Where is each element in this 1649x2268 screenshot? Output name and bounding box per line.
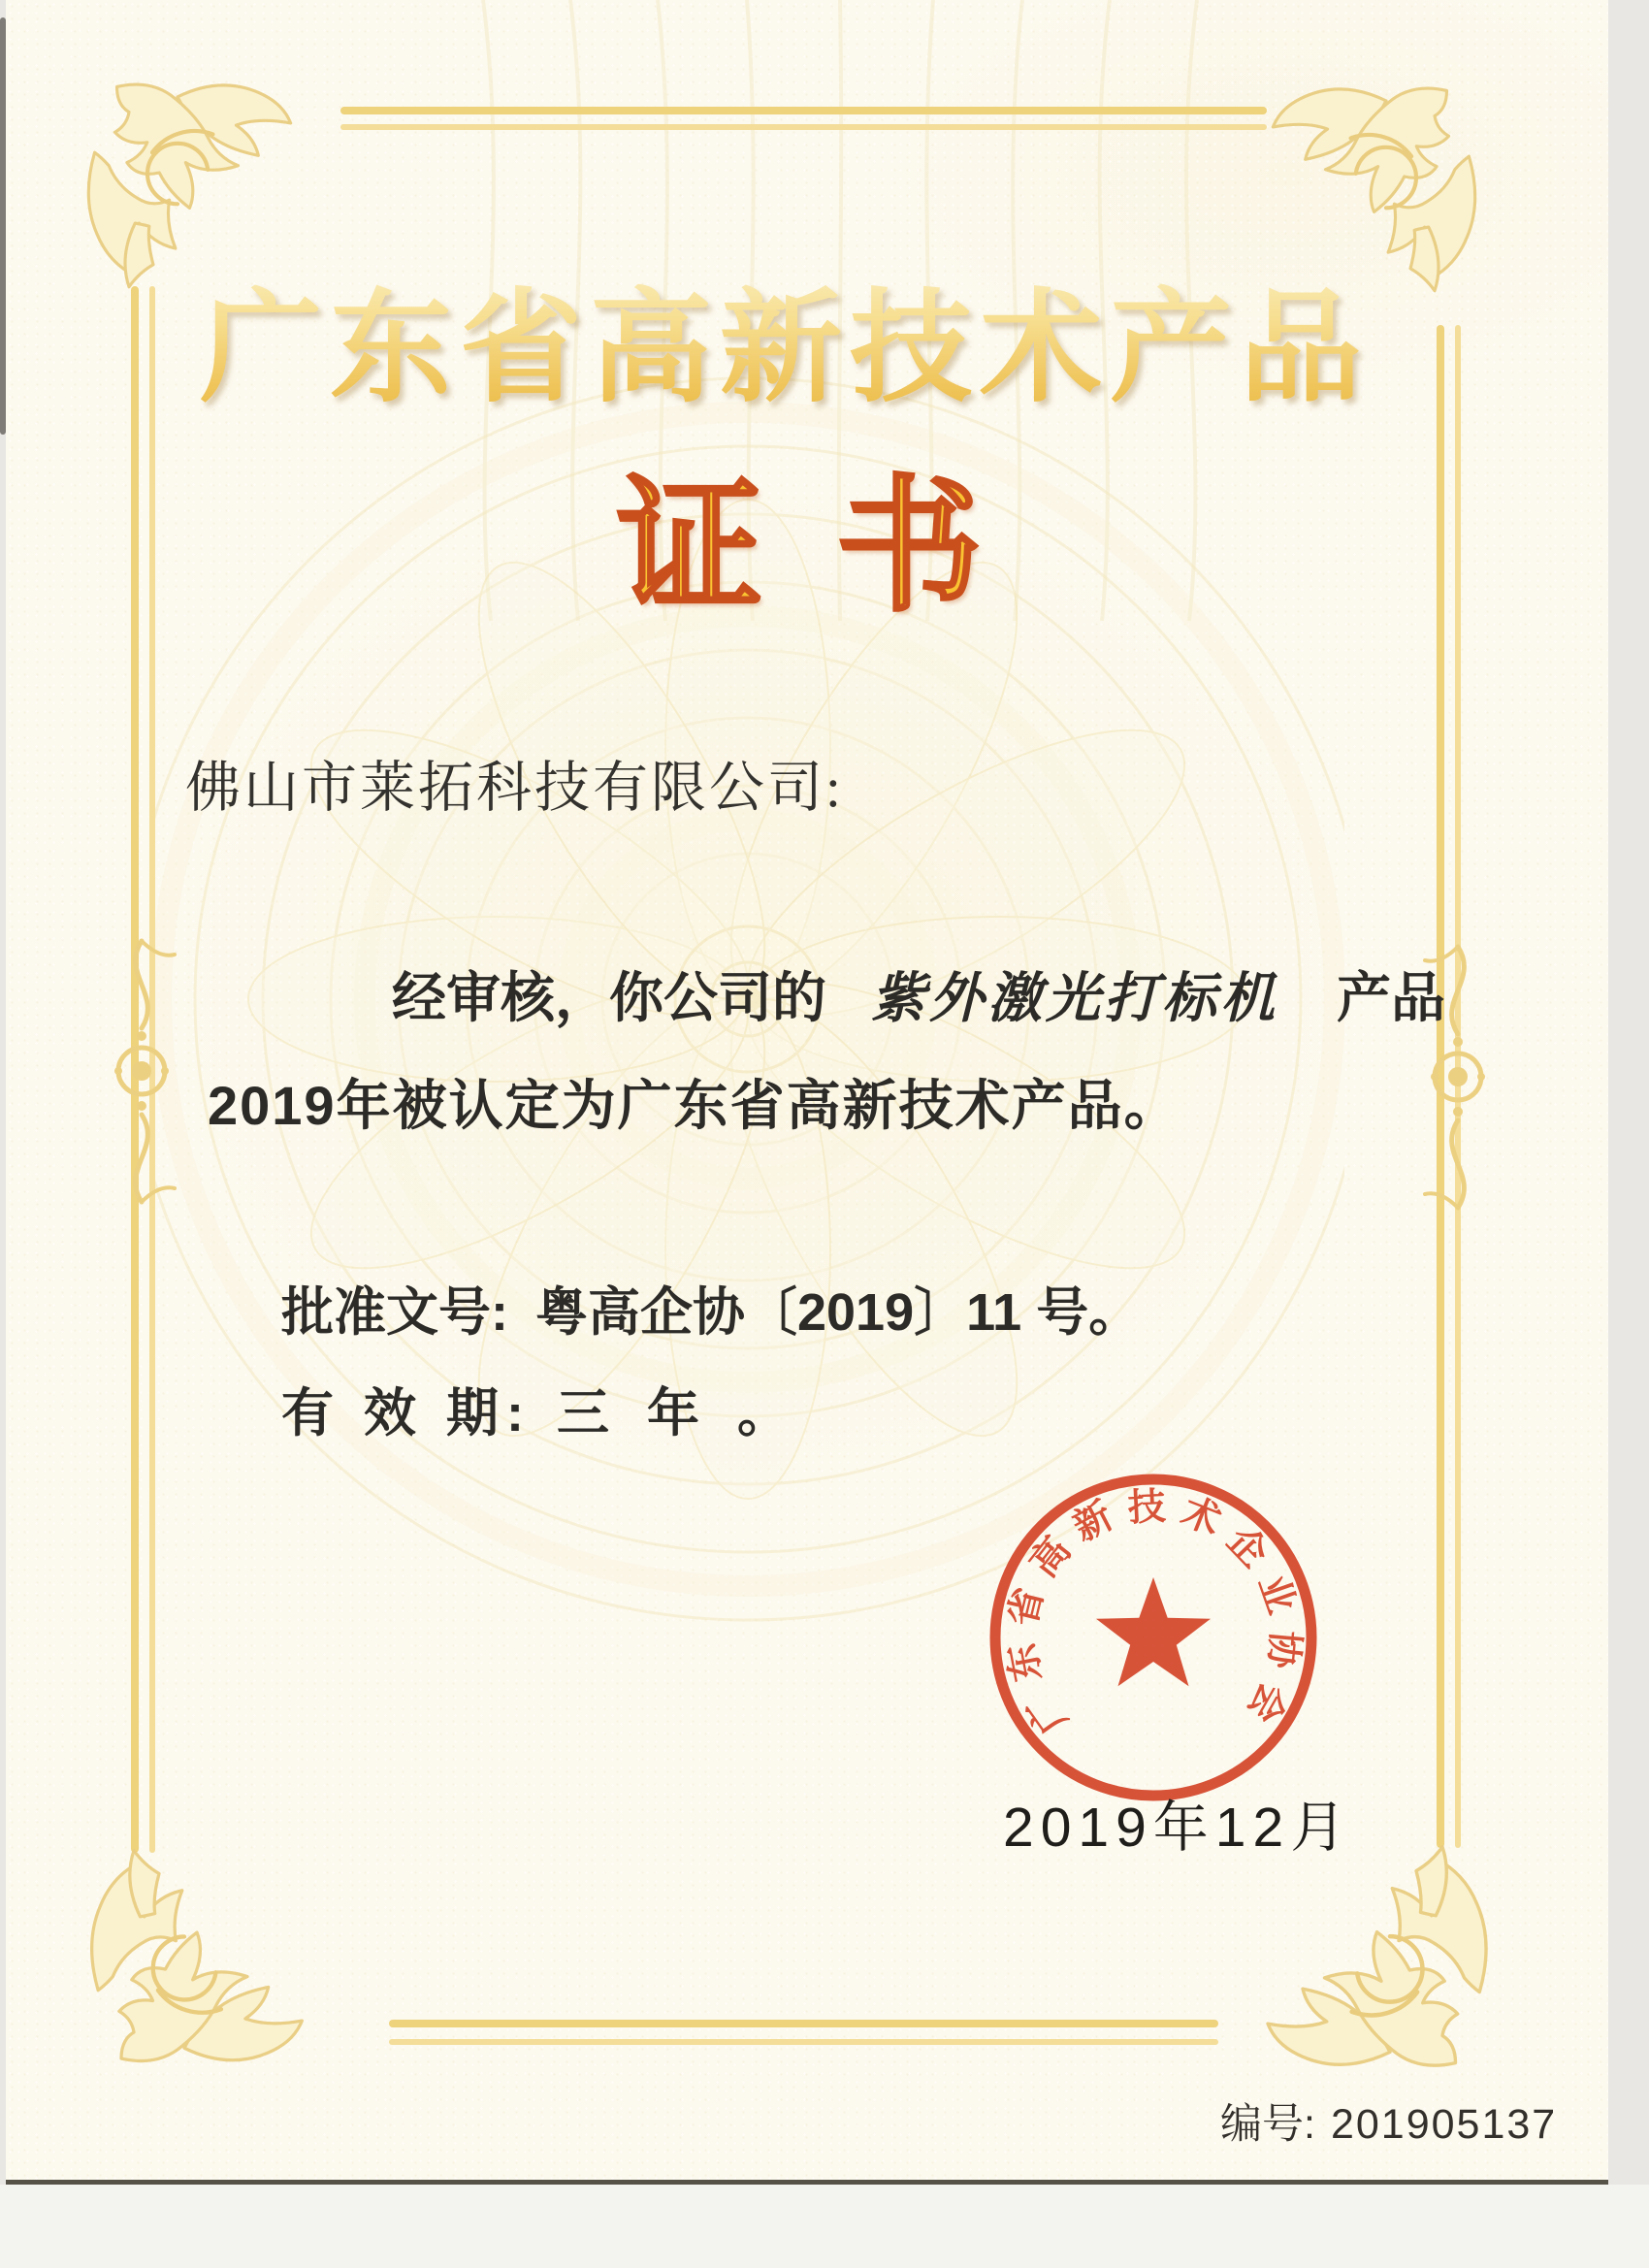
- body-line-1-prefix: 经审核，你公司的: [392, 967, 826, 1028]
- seal-text: 广东省高新技术企业协会: [1001, 1485, 1307, 1741]
- validity-line: [281, 1372, 801, 1446]
- certificate-main-title: 广东省高新技术产品: [6, 250, 1564, 426]
- validity-value: 三 年 。: [557, 1384, 802, 1442]
- product-name: 紫外激光打标机: [871, 969, 1278, 1029]
- body-line-1: [392, 956, 1445, 1033]
- serial-number: 201905137: [1330, 2101, 1558, 2148]
- body-line-2: 2019年被认定为广东省高新技术产品。: [208, 1075, 1180, 1136]
- serial-number-line: [1220, 2091, 1557, 2151]
- border-line-top-inner: [340, 124, 1267, 130]
- approval-value: 粤高企协〔2019〕11 号。: [534, 1283, 1142, 1342]
- corner-ornament-bottom-left: [58, 1843, 310, 2095]
- seal-star-icon: [1096, 1577, 1211, 1686]
- approval-number-line: [281, 1271, 1141, 1345]
- border-line-top-outer: [340, 107, 1267, 114]
- certificate-subtitle: 证书: [616, 468, 1055, 629]
- issue-date: 2019年12月: [1003, 1797, 1353, 1859]
- certificate-paper: [6, 0, 1608, 2185]
- official-seal: [979, 1463, 1328, 1812]
- border-line-bottom-inner: [389, 2039, 1218, 2045]
- approval-label: 批准文号:: [281, 1283, 508, 1342]
- validity-label: 有 效 期:: [281, 1384, 532, 1442]
- scanner-background-strip: [0, 2185, 1649, 2268]
- edge-ornament-left: [101, 933, 182, 1210]
- company-name-line: 佛山市莱拓科技有限公司:: [185, 758, 844, 819]
- border-line-bottom-outer: [389, 2020, 1218, 2027]
- scan-edge-artifact: [0, 17, 6, 435]
- corner-ornament-bottom-right: [1259, 1843, 1521, 2097]
- serial-label: 编号:: [1220, 2101, 1315, 2148]
- body-line-1-suffix: 产品: [1337, 967, 1445, 1028]
